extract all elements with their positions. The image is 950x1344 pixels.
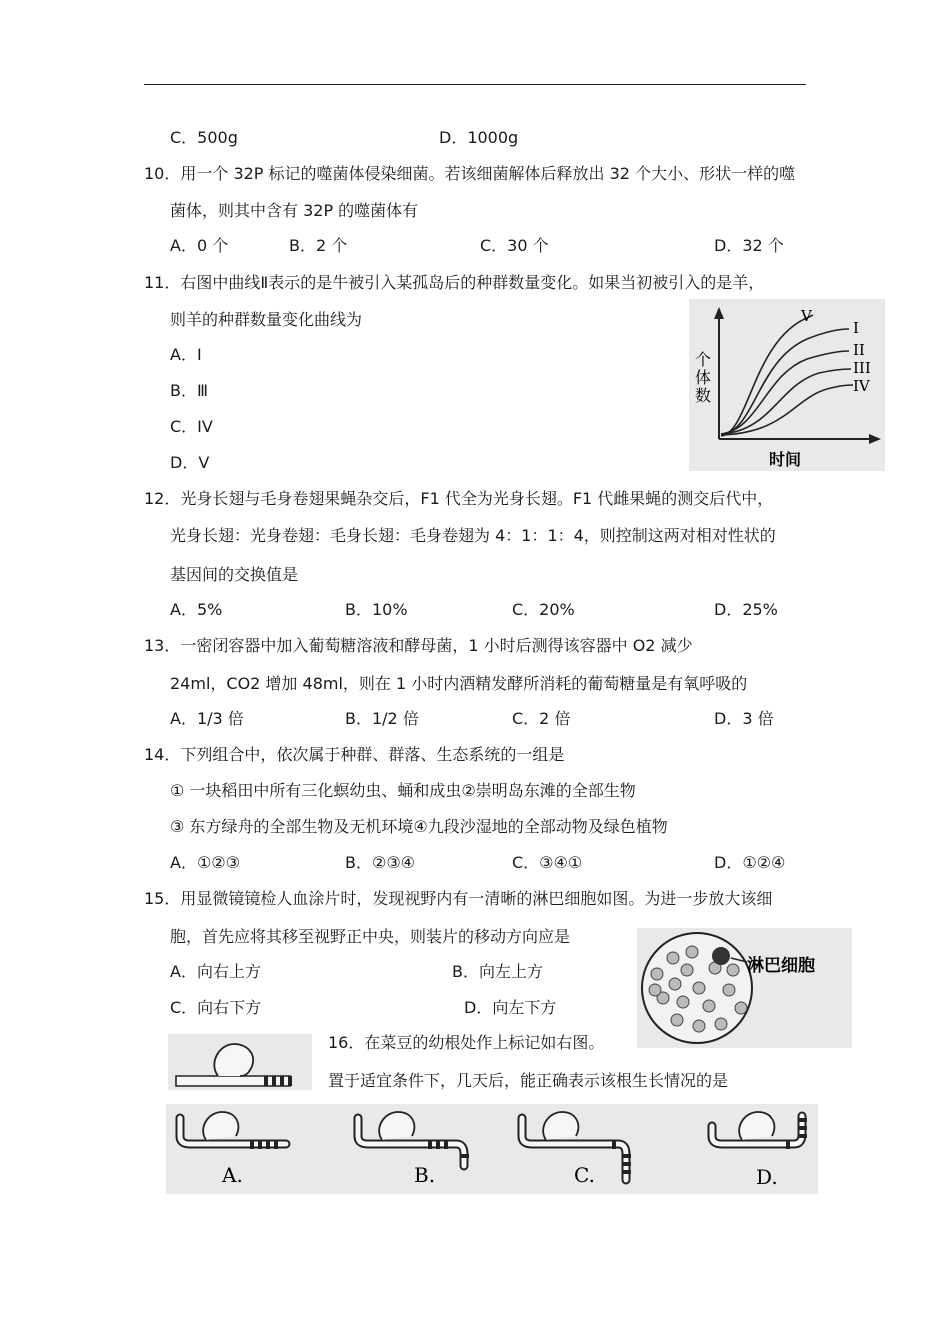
x-axis-label: 时间 (769, 450, 802, 469)
header-rule (144, 84, 806, 85)
q11-option-b[interactable]: B．Ⅲ (170, 381, 209, 400)
root-option-b-label: B. (414, 1163, 436, 1187)
q10-option-a[interactable]: A．0 个 (170, 236, 229, 255)
q14-option-b[interactable]: B．②③④ (345, 853, 416, 872)
curve-iii (721, 369, 851, 434)
q12-stem-line2: 光身长翅：光身卷翅：毛身长翅：毛身卷翅为 4：1：1：4，则控制这两对相对性状的 (170, 526, 776, 545)
q14-stem-line1: 14．下列组合中，依次属于种群、群落、生态系统的一组是 (144, 745, 565, 764)
q9-option-d[interactable]: D．1000g (439, 128, 519, 147)
root-option-d-label: D. (756, 1165, 778, 1189)
q16-stem-line2: 置于适宜条件下，几天后，能正确表示该根生长情况的是 (328, 1071, 729, 1090)
q14-item-line1: ① 一块稻田中所有三化螟幼虫、蛹和成虫②崇明岛东滩的全部生物 (170, 781, 636, 800)
q11-option-c[interactable]: C．IV (170, 417, 213, 436)
curve-label-ii: II (853, 341, 865, 359)
q14-item-line2: ③ 东方绿舟的全部生物及无机环境④九段沙湿地的全部动物及绿色植物 (170, 817, 668, 836)
q11-option-a[interactable]: A．I (170, 345, 202, 364)
q13-stem-line2: 24ml，CO2 增加 48ml，则在 1 小时内酒精发酵所消耗的葡萄糖量是有氧呼吸的 (170, 674, 748, 693)
q14-option-a[interactable]: A．①②③ (170, 853, 240, 872)
q14-option-c[interactable]: C．③④① (512, 853, 583, 872)
q13-option-d[interactable]: D．3 倍 (714, 709, 774, 728)
root-option-d-drawing[interactable] (712, 1112, 807, 1149)
q12-option-a[interactable]: A．5% (170, 600, 223, 619)
q13-option-a[interactable]: A．1/3 倍 (170, 709, 244, 728)
q12-option-b[interactable]: B．10% (345, 600, 408, 619)
lymphocyte-label: 淋巴细胞 (747, 956, 815, 976)
q12-stem-line1: 12．光身长翅与毛身卷翅果蝇杂交后，F1 代全为光身长翅。F1 代雌果蝇的测交后代中， (144, 489, 774, 508)
curve-label-iii: III (853, 359, 871, 377)
q15-option-c[interactable]: C．向右下方 (170, 998, 262, 1017)
curve-label-iv: IV (853, 377, 870, 395)
curve-label-v: V (801, 307, 812, 325)
curve-ii (721, 351, 849, 434)
root-growth-options-figure (166, 1104, 818, 1194)
q14-option-d[interactable]: D．①②④ (714, 853, 786, 872)
root-option-a-drawing[interactable] (180, 1112, 286, 1149)
q12-option-d[interactable]: D．25% (714, 600, 778, 619)
population-curve-figure (689, 299, 885, 471)
q16-stem-line1: 16．在菜豆的幼根处作上标记如右图。 (328, 1033, 605, 1052)
q13-option-c[interactable]: C．2 倍 (512, 709, 571, 728)
q15-option-b[interactable]: B．向左上方 (452, 962, 543, 981)
y-axis-label-1: 个 (695, 350, 712, 369)
q15-stem-line2: 胞，首先应将其移至视野正中央，则装片的移动方向应是 (170, 927, 571, 946)
y-axis-label-2: 体 (695, 368, 712, 387)
root-option-c-label: C. (574, 1163, 595, 1187)
q12-stem-line3: 基因间的交换值是 (170, 565, 299, 584)
curve-v (721, 315, 813, 436)
q11-stem-line2: 则羊的种群数量变化曲线为 (170, 310, 363, 329)
q11-option-d[interactable]: D．V (170, 453, 210, 472)
q15-stem-line1: 15．用显微镜镜检人血涂片时，发现视野内有一清晰的淋巴细胞如图。为进一步放大该细 (144, 889, 773, 908)
q9-option-c[interactable]: C．500g (170, 128, 238, 147)
bean-root-figure (168, 1034, 312, 1090)
curve-i (721, 329, 849, 435)
q10-stem-line2: 菌体，则其中含有 32P 的噬菌体有 (170, 201, 419, 220)
y-axis-label-3: 数 (695, 386, 712, 405)
q12-option-c[interactable]: C．20% (512, 600, 575, 619)
microscope-field-figure (637, 928, 852, 1048)
q10-option-b[interactable]: B．2 个 (289, 236, 348, 255)
q13-option-b[interactable]: B．1/2 倍 (345, 709, 419, 728)
q10-option-d[interactable]: D．32 个 (714, 236, 784, 255)
q15-option-a[interactable]: A．向右上方 (170, 962, 261, 981)
root-option-b-drawing[interactable] (358, 1112, 469, 1166)
root-option-a-label: A. (222, 1163, 243, 1187)
q11-stem-line1: 11．右图中曲线Ⅱ表示的是牛被引入某孤岛后的种群数量变化。如果当初被引入的是羊， (144, 273, 765, 292)
curve-label-i: I (853, 319, 859, 337)
q10-stem-line1: 10．用一个 32P 标记的噬菌体侵染细菌。若该细菌解体后释放出 32 个大小、形状一样的噬 (144, 164, 796, 183)
q13-stem-line1: 13．一密闭容器中加入葡萄糖溶液和酵母菌，1 小时后测得该容器中 O2 减少 (144, 636, 693, 655)
q10-option-c[interactable]: C．30 个 (480, 236, 549, 255)
q15-option-d[interactable]: D．向左下方 (464, 998, 557, 1017)
